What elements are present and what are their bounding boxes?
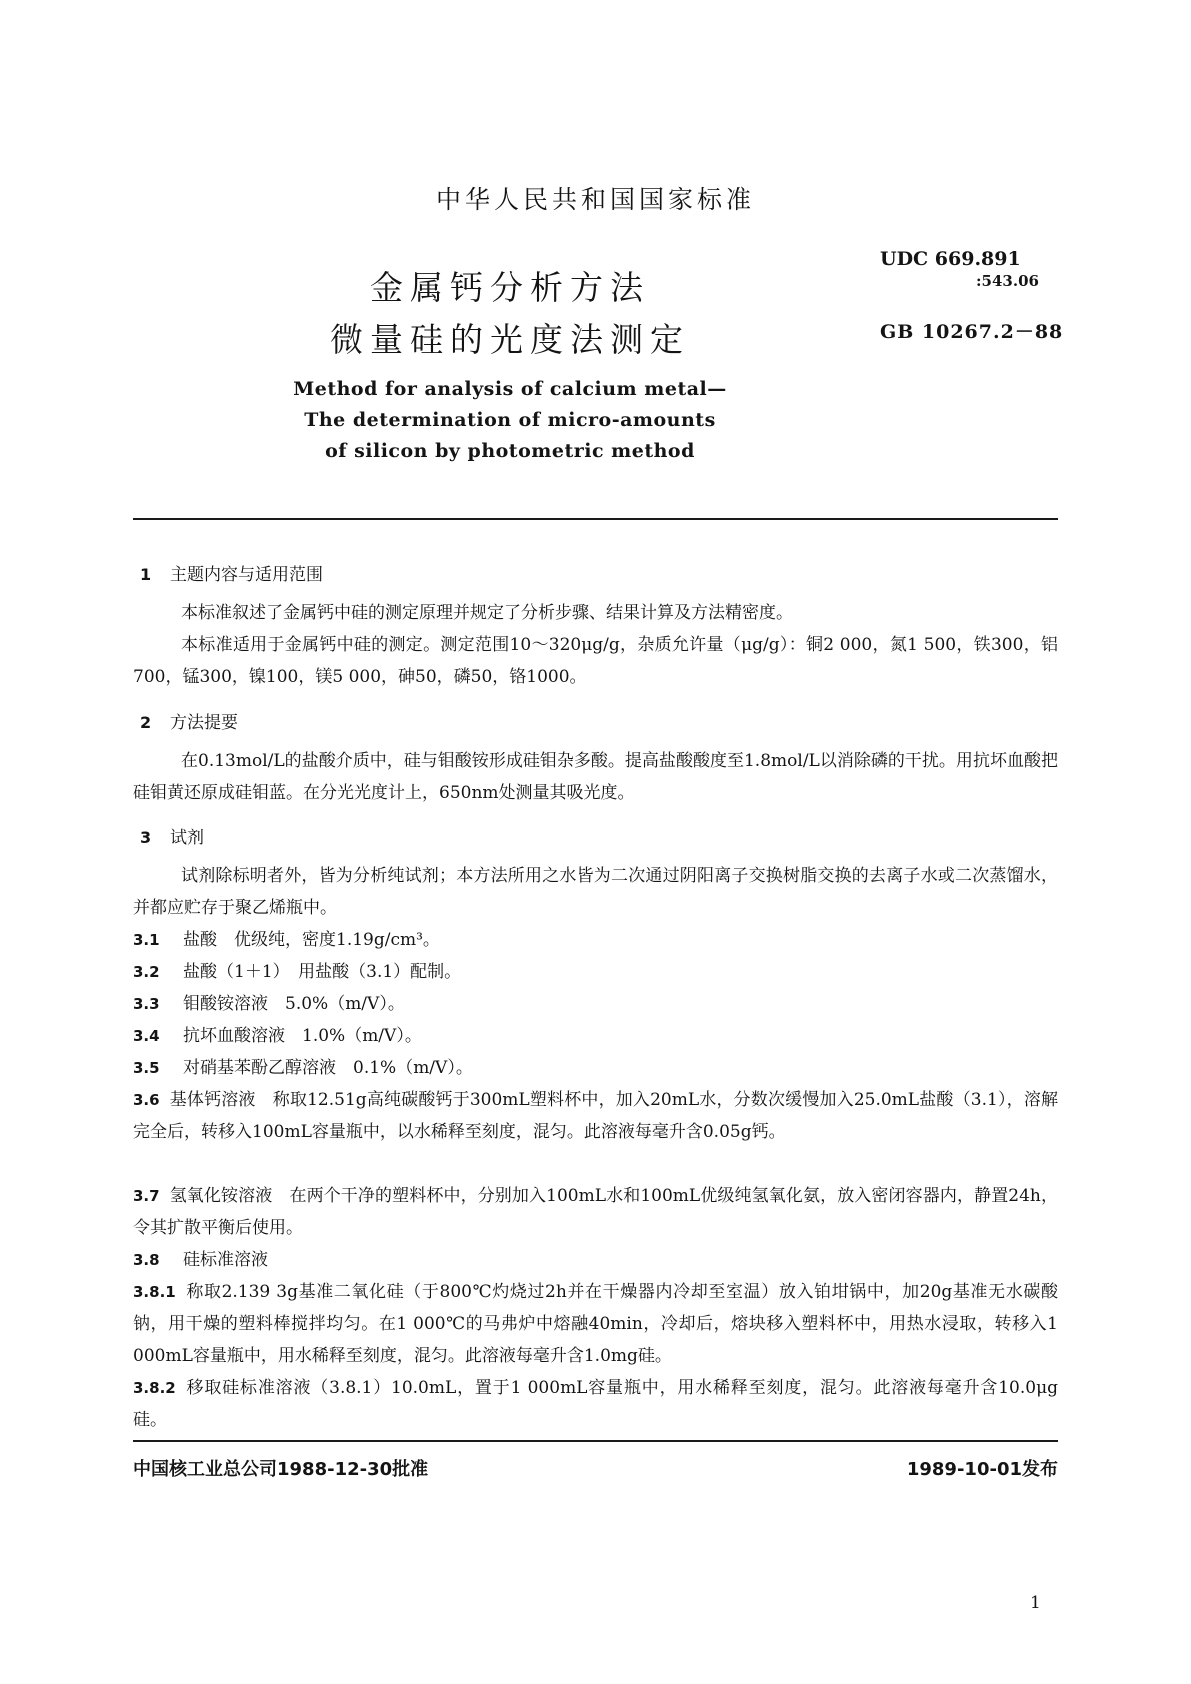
reagent-item	[133, 1052, 1058, 1084]
title-en-line2: The determination of micro-amounts	[304, 409, 716, 431]
section-1-paragraph-2: 本标准适用于金属钙中硅的测定。测定范围10～320μg/g，杂质允许量（μg/g）：铜2 000，氮1 500，铁300，铝700，锰300，镍100，镁5 000，砷50，磷50，铬1000。	[133, 635, 1058, 687]
issue-line: 1989-10-01发布	[906, 1459, 1058, 1480]
reagent-item	[133, 956, 1058, 988]
item-number: 3.8	[133, 1251, 160, 1269]
reagent-item	[133, 924, 1058, 956]
udc-line2: :543.06	[976, 272, 1039, 290]
section-3-paragraph-1: 试剂除标明者外，皆为分析纯试剂；本方法所用之水皆为二次通过阴阳离子交换树脂交换的去离子水或二次蒸馏水，并都应贮存于聚乙烯瓶中。	[133, 866, 1058, 918]
reagent-item	[133, 1020, 1058, 1052]
item-text: 盐酸（1＋1） 用盐酸（3.1）配制。	[183, 962, 462, 982]
title-en-line1: Method for analysis of calcium metal—	[293, 378, 727, 400]
reagent-item	[133, 1180, 1058, 1244]
section-2-paragraph-1: 在0.13mol/L的盐酸介质中，硅与钼酸铵形成硅钼杂多酸。提高盐酸酸度至1.8mol/L以消除磷的干扰。用抗坏血酸把硅钼黄还原成硅钼蓝。在分光光度计上，650nm处测量其吸光度。	[133, 751, 1058, 803]
section-3-heading	[140, 823, 204, 848]
item-number: 3.5	[133, 1059, 160, 1077]
item-text: 基体钙溶液 称取12.51g高纯碳酸钙于300mL塑料杯中，加入20mL水，分数次缓慢加入25.0mL盐酸（3.1），溶解完全后，转移入100mL容量瓶中，以水稀释至刻度，混匀。此溶液每毫升含0.05g钙。	[133, 1090, 1058, 1142]
item-text: 氢氧化铵溶液 在两个干净的塑料杯中，分别加入100mL水和100mL优级纯氢氧化氨，放入密闭容器内，静置24h，令其扩散平衡后使用。	[133, 1186, 1058, 1238]
item-text: 盐酸 优级纯，密度1.19g/cm³。	[183, 930, 440, 950]
gb-number: GB 10267.2－88	[880, 321, 1064, 343]
item-number: 3.1	[133, 931, 160, 949]
approval-line: 中国核工业总公司1988-12-30批准	[133, 1459, 429, 1480]
national-standard-heading: 中华人民共和国国家标准	[435, 185, 755, 214]
item-number: 3.3	[133, 995, 160, 1013]
section-title: 试剂	[170, 828, 204, 848]
section-2-heading	[140, 708, 238, 733]
reagent-item	[133, 1084, 1058, 1148]
section-number: 1	[140, 565, 152, 584]
bottom-divider	[133, 1440, 1058, 1442]
reagent-item	[133, 1276, 1058, 1372]
title-en-line3: of silicon by photometric method	[325, 440, 695, 462]
top-divider	[133, 518, 1058, 520]
item-text: 钼酸铵溶液 5.0%（m/V）。	[183, 994, 405, 1014]
udc-line1: UDC 669.891	[880, 248, 1021, 270]
item-text: 对硝基苯酚乙醇溶液 0.1%（m/V）。	[183, 1058, 473, 1078]
page-number: 1	[1030, 1593, 1041, 1613]
item-number: 3.8.2	[133, 1379, 176, 1397]
item-text: 硅标准溶液	[183, 1250, 268, 1270]
section-1-paragraph-1: 本标准叙述了金属钙中硅的测定原理并规定了分析步骤、结果计算及方法精密度。	[181, 603, 793, 623]
item-text: 抗坏血酸溶液 1.0%（m/V）。	[183, 1026, 422, 1046]
section-number: 2	[140, 713, 152, 732]
section-1-heading	[140, 560, 323, 585]
item-number: 3.4	[133, 1027, 160, 1045]
item-number: 3.7	[133, 1187, 160, 1205]
reagent-item	[133, 1244, 1058, 1276]
reagent-item	[133, 988, 1058, 1020]
title-en	[230, 374, 790, 467]
item-text: 称取2.139 3g基准二氧化硅（于800℃灼烧过2h并在干燥器内冷却至室温）放入铂坩锅中，加20g基准无水碳酸钠，用干燥的塑料棒搅拌均匀。在1 000℃的马弗炉中熔融40min，冷却后，熔块移入塑料杯中，用热水浸取，转移入1 000mL容量瓶中，用水稀释至刻度，混匀。此溶液每毫升含1.0mg硅。	[133, 1282, 1058, 1366]
title-cn-line1: 金属钙分析方法	[370, 268, 650, 307]
item-number: 3.8.1	[133, 1283, 176, 1301]
item-text: 移取硅标准溶液（3.8.1）10.0mL，置于1 000mL容量瓶中，用水稀释至刻度，混匀。此溶液每毫升含10.0μg硅。	[133, 1378, 1058, 1430]
item-number: 3.2	[133, 963, 160, 981]
title-cn-line2: 微量硅的光度法测定	[330, 320, 690, 359]
section-title: 主题内容与适用范围	[170, 565, 323, 585]
reagent-item	[133, 1372, 1058, 1436]
udc-code	[880, 248, 1039, 292]
section-number: 3	[140, 828, 152, 847]
section-title: 方法提要	[170, 713, 238, 733]
item-number: 3.6	[133, 1091, 160, 1109]
